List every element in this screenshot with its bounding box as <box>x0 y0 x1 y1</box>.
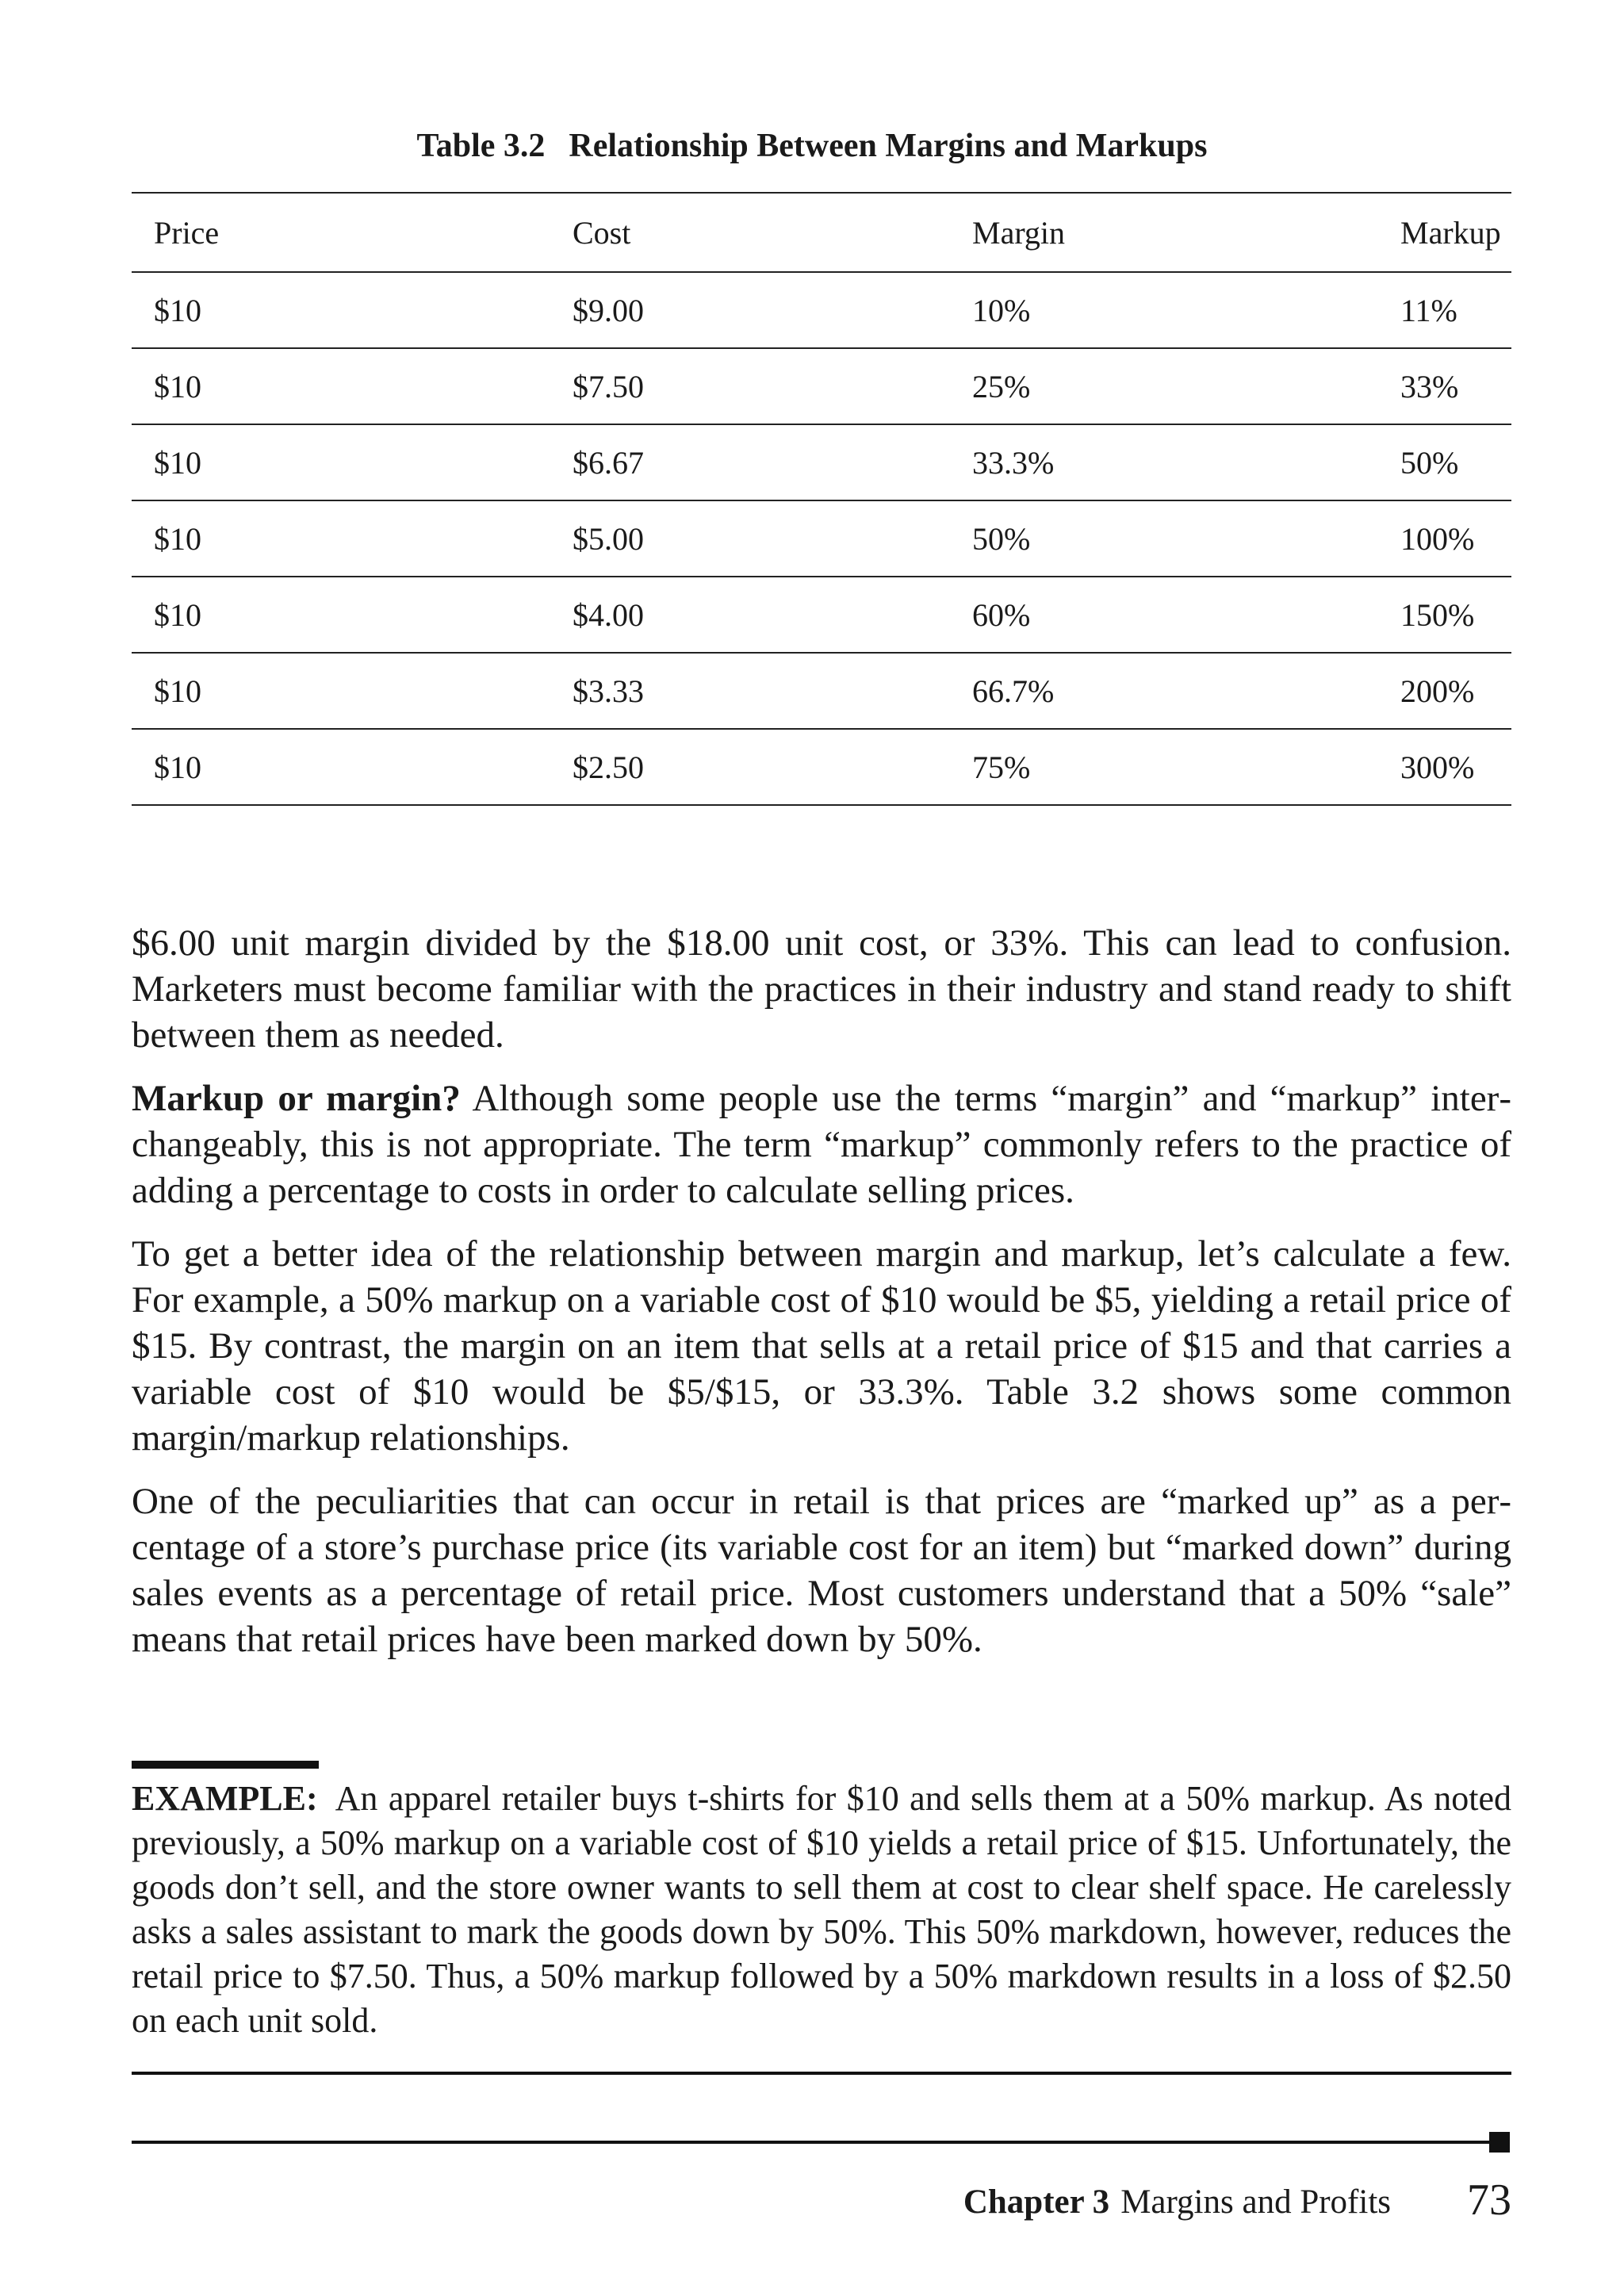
cell-markup: 150% <box>1378 577 1511 653</box>
cell-margin: 66.7% <box>950 653 1378 729</box>
footer-rule <box>132 2141 1499 2144</box>
table-row <box>132 348 1511 424</box>
cell-cost: $3.33 <box>550 653 950 729</box>
margin-markup-table <box>132 192 1511 806</box>
cell-price: $10 <box>132 348 550 424</box>
page-number: 73 <box>1467 2176 1511 2225</box>
cell-price: $10 <box>132 424 550 500</box>
cell-cost: $9.00 <box>550 272 950 348</box>
cell-cost: $6.67 <box>550 424 950 500</box>
cell-margin: 75% <box>950 729 1378 805</box>
cell-cost: $7.50 <box>550 348 950 424</box>
paragraph: To get a better idea of the relationship between margin and markup, let’s calculate a few. For example, a 50% markup on a variable cost of $10 would be $5, yielding a retail price of $15. By contrast, the margin on an item that sells at a retail price of $15 and that carries a variable cost of $10 would be $5/$15, or 33.3%. Table 3.2 shows some common margin/markup relationships. <box>132 1233 1511 1459</box>
table-number: Table 3.2 <box>416 128 546 164</box>
cell-price: $10 <box>132 500 550 577</box>
cell-margin: 10% <box>950 272 1378 348</box>
cell-markup: 11% <box>1378 272 1511 348</box>
cell-cost: $2.50 <box>550 729 950 805</box>
table-header-row <box>132 193 1511 272</box>
table-row <box>132 424 1511 500</box>
cell-price: $10 <box>132 272 550 348</box>
column-header-price: Price <box>132 193 550 272</box>
run-in-heading: Markup or margin? <box>132 1078 461 1119</box>
cell-margin: 33.3% <box>950 424 1378 500</box>
cell-markup: 50% <box>1378 424 1511 500</box>
cell-markup: 33% <box>1378 348 1511 424</box>
example-top-rule <box>132 1761 319 1769</box>
paragraph <box>132 1075 1511 1213</box>
paragraph: $6.00 unit margin divided by the $18.00 unit cost, or 33%. This can lead to confusion. Marketers must become familiar with the practices in their industry and stand ready to shift between them as needed. <box>132 922 1511 1056</box>
column-header-markup: Markup <box>1378 193 1511 272</box>
cell-markup: 200% <box>1378 653 1511 729</box>
example-bottom-rule <box>132 2072 1511 2075</box>
body-text <box>132 920 1511 1680</box>
table-caption <box>0 127 1624 165</box>
table-rule-gap <box>1491 799 1515 803</box>
table-row <box>132 729 1511 805</box>
cell-margin: 50% <box>950 500 1378 577</box>
cell-markup: 300% <box>1378 729 1511 805</box>
running-footer <box>963 2173 1511 2224</box>
example-label: EXAMPLE: <box>132 1779 318 1818</box>
cell-cost: $4.00 <box>550 577 950 653</box>
cell-markup: 100% <box>1378 500 1511 577</box>
cell-price: $10 <box>132 729 550 805</box>
example-box <box>132 1777 1511 2043</box>
column-header-cost: Cost <box>550 193 950 272</box>
table-row <box>132 577 1511 653</box>
paragraph-text: Although some people use the terms “margin” and “markup” interchangeably, this is not appropriate. The term “markup” commonly refers to the practice of adding a percentage to costs in order to calculate selling prices. <box>132 1078 1511 1211</box>
paragraph: One of the peculiarities that can occur in retail is that prices are “marked up” as a percentage of a store’s purchase price (its variable cost for an item) but “marked down” during sales events as a percentage of retail price. Most customers understand that a 50% “sale” means that retail prices have been marked down by 50%. <box>132 1481 1511 1660</box>
chapter-label: Chapter 3 <box>963 2183 1110 2221</box>
table-row <box>132 272 1511 348</box>
column-header-margin: Margin <box>950 193 1378 272</box>
cell-price: $10 <box>132 653 550 729</box>
table-title: Relationship Between Margins and Markups <box>569 128 1208 164</box>
table-row <box>132 500 1511 577</box>
cell-price: $10 <box>132 577 550 653</box>
table-row <box>132 653 1511 729</box>
cell-margin: 60% <box>950 577 1378 653</box>
cell-cost: $5.00 <box>550 500 950 577</box>
cell-margin: 25% <box>950 348 1378 424</box>
chapter-title: Margins and Profits <box>1120 2183 1391 2221</box>
example-text: An apparel retailer buys t-shirts for $10 and sells them at a 50% markup. As noted previously, a 50% markup on a variable cost of $10 yields a retail price of $15. Unfortunately, the goods don’t sell, and the store owner wants to sell them at cost to clear shelf space. He carelessly asks a sales assistant to mark the goods down by 50%. This 50% markdown, however, reduces the retail price to $7.50. Thus, a 50% markup followed by a 50% markdown results in a loss of $2.50 on each unit sold. <box>132 1779 1511 2040</box>
margin-markup-table-container <box>132 192 1511 806</box>
footer-square-marker <box>1489 2132 1510 2153</box>
